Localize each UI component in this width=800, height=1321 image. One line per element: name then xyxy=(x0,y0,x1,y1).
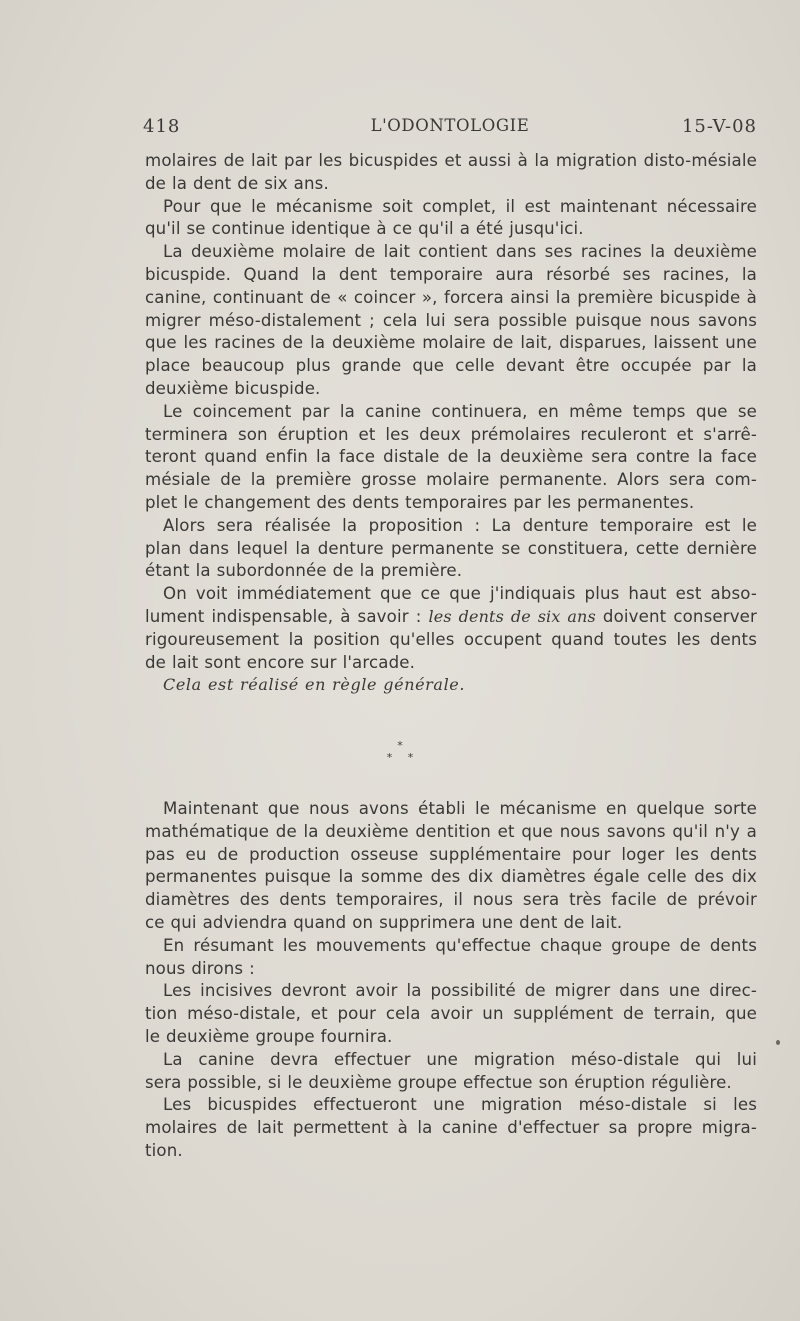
text-line: sera possible, si le deuxième groupe effectue son éruption régulière. xyxy=(145,1072,732,1092)
text-line: En résumant les mouvements qu'effectue chaque groupe de dents xyxy=(163,935,757,955)
text-line: tion. xyxy=(145,1140,183,1160)
text-line: mathématique de la deuxième dentition et que nous savons qu'il n'y a xyxy=(145,821,757,841)
text-line: étant la subordonnée de la première. xyxy=(145,561,463,581)
text-line: deuxième bicuspide. xyxy=(145,378,321,398)
text-line: rigoureusement la position qu'elles occupent quand toutes les dents xyxy=(145,629,757,649)
text-line: diamètres des dents temporaires, il nous sera très facile de prévoir xyxy=(145,890,757,910)
text-line: Le coincement par la canine continuera, en même temps que se xyxy=(163,401,757,421)
ink-speck xyxy=(776,1040,780,1045)
text-line: La canine devra effectuer une migration méso-distale qui lui xyxy=(163,1049,757,1069)
text-line: plet le changement des dents temporaires par les permanentes. xyxy=(145,492,695,512)
text-line: place beaucoup plus grande que celle devant être occupée par la xyxy=(145,356,757,376)
text-line: qu'il se continue identique à ce qu'il a été jusqu'ici. xyxy=(145,219,584,239)
text-line-mixed: lument indispensable, à savoir : les dents de six ans doivent conserver xyxy=(145,606,757,626)
text-block-2 xyxy=(145,798,757,1163)
text-line: Les incisives devront avoir la possibilité de migrer dans une direc- xyxy=(163,981,757,1001)
text-line: La deuxième molaire de lait contient dans ses racines la deuxième xyxy=(163,242,757,262)
text-line: Pour que le mécanisme soit complet, il est maintenant nécessaire xyxy=(163,196,757,216)
text-line: de lait sont encore sur l'arcade. xyxy=(145,652,416,672)
journal-title: L'ODONTOLOGIE xyxy=(370,116,530,135)
text-line: Maintenant que nous avons établi le mécanisme en quelque sorte xyxy=(163,799,757,818)
text-block-1 xyxy=(145,150,757,697)
issue-date: 15-V-08 xyxy=(681,116,757,137)
text-line: tion méso-distale, et pour cela avoir un supplément de terrain, que xyxy=(145,1004,757,1024)
text-line: Les bicuspides effectueront une migration méso-distale si les xyxy=(163,1095,757,1115)
text-line: nous dirons : xyxy=(145,958,255,978)
text-line: le deuxième groupe fournira. xyxy=(145,1026,393,1046)
italic-conclusion: Cela est réalisé en règle générale. xyxy=(163,675,466,695)
running-header xyxy=(143,116,757,144)
text-line: de la dent de six ans. xyxy=(145,173,329,193)
text-line: ce qui adviendra quand on supprimera une dent de lait. xyxy=(145,912,623,932)
text-line: pas eu de production osseuse supplémentaire pour loger les dents xyxy=(145,844,757,864)
text-line: canine, continuant de « coincer », forcera ainsi la première bicuspide à xyxy=(145,287,757,307)
text-line: molaires de lait par les bicuspides et aussi à la migration disto-mésiale xyxy=(145,151,757,170)
italic-phrase: les dents de six ans xyxy=(428,606,596,626)
text-line: molaires de lait permettent à la canine d'effectuer sa propre migra- xyxy=(145,1118,757,1138)
text-line: plan dans lequel la denture permanente se constituera, cette dernière xyxy=(145,538,757,558)
text-line: teront quand enfin la face distale de la deuxième sera contre la face xyxy=(145,447,757,467)
text-line: bicuspide. Quand la dent temporaire aura résorbé ses racines, la xyxy=(145,264,757,284)
text-line: migrer méso-distalement ; cela lui sera possible puisque nous savons xyxy=(145,310,757,330)
text-line: terminera son éruption et les deux prémolaires reculeront et s'arrê- xyxy=(145,424,757,444)
section-break-asterism: * * * xyxy=(386,739,420,764)
text-line: Alors sera réalisée la proposition : La denture temporaire est le xyxy=(163,515,757,535)
text-line: permanentes puisque la somme des dix diamètres égale celle des dix xyxy=(145,867,757,887)
text-line: On voit immédiatement que ce que j'indiquais plus haut est abso- xyxy=(163,584,757,604)
text-line: mésiale de la première grosse molaire permanente. Alors sera com- xyxy=(145,470,757,490)
page-number: 418 xyxy=(143,116,181,137)
text-line: que les racines de la deuxième molaire de lait, disparues, laissent une xyxy=(145,333,757,353)
